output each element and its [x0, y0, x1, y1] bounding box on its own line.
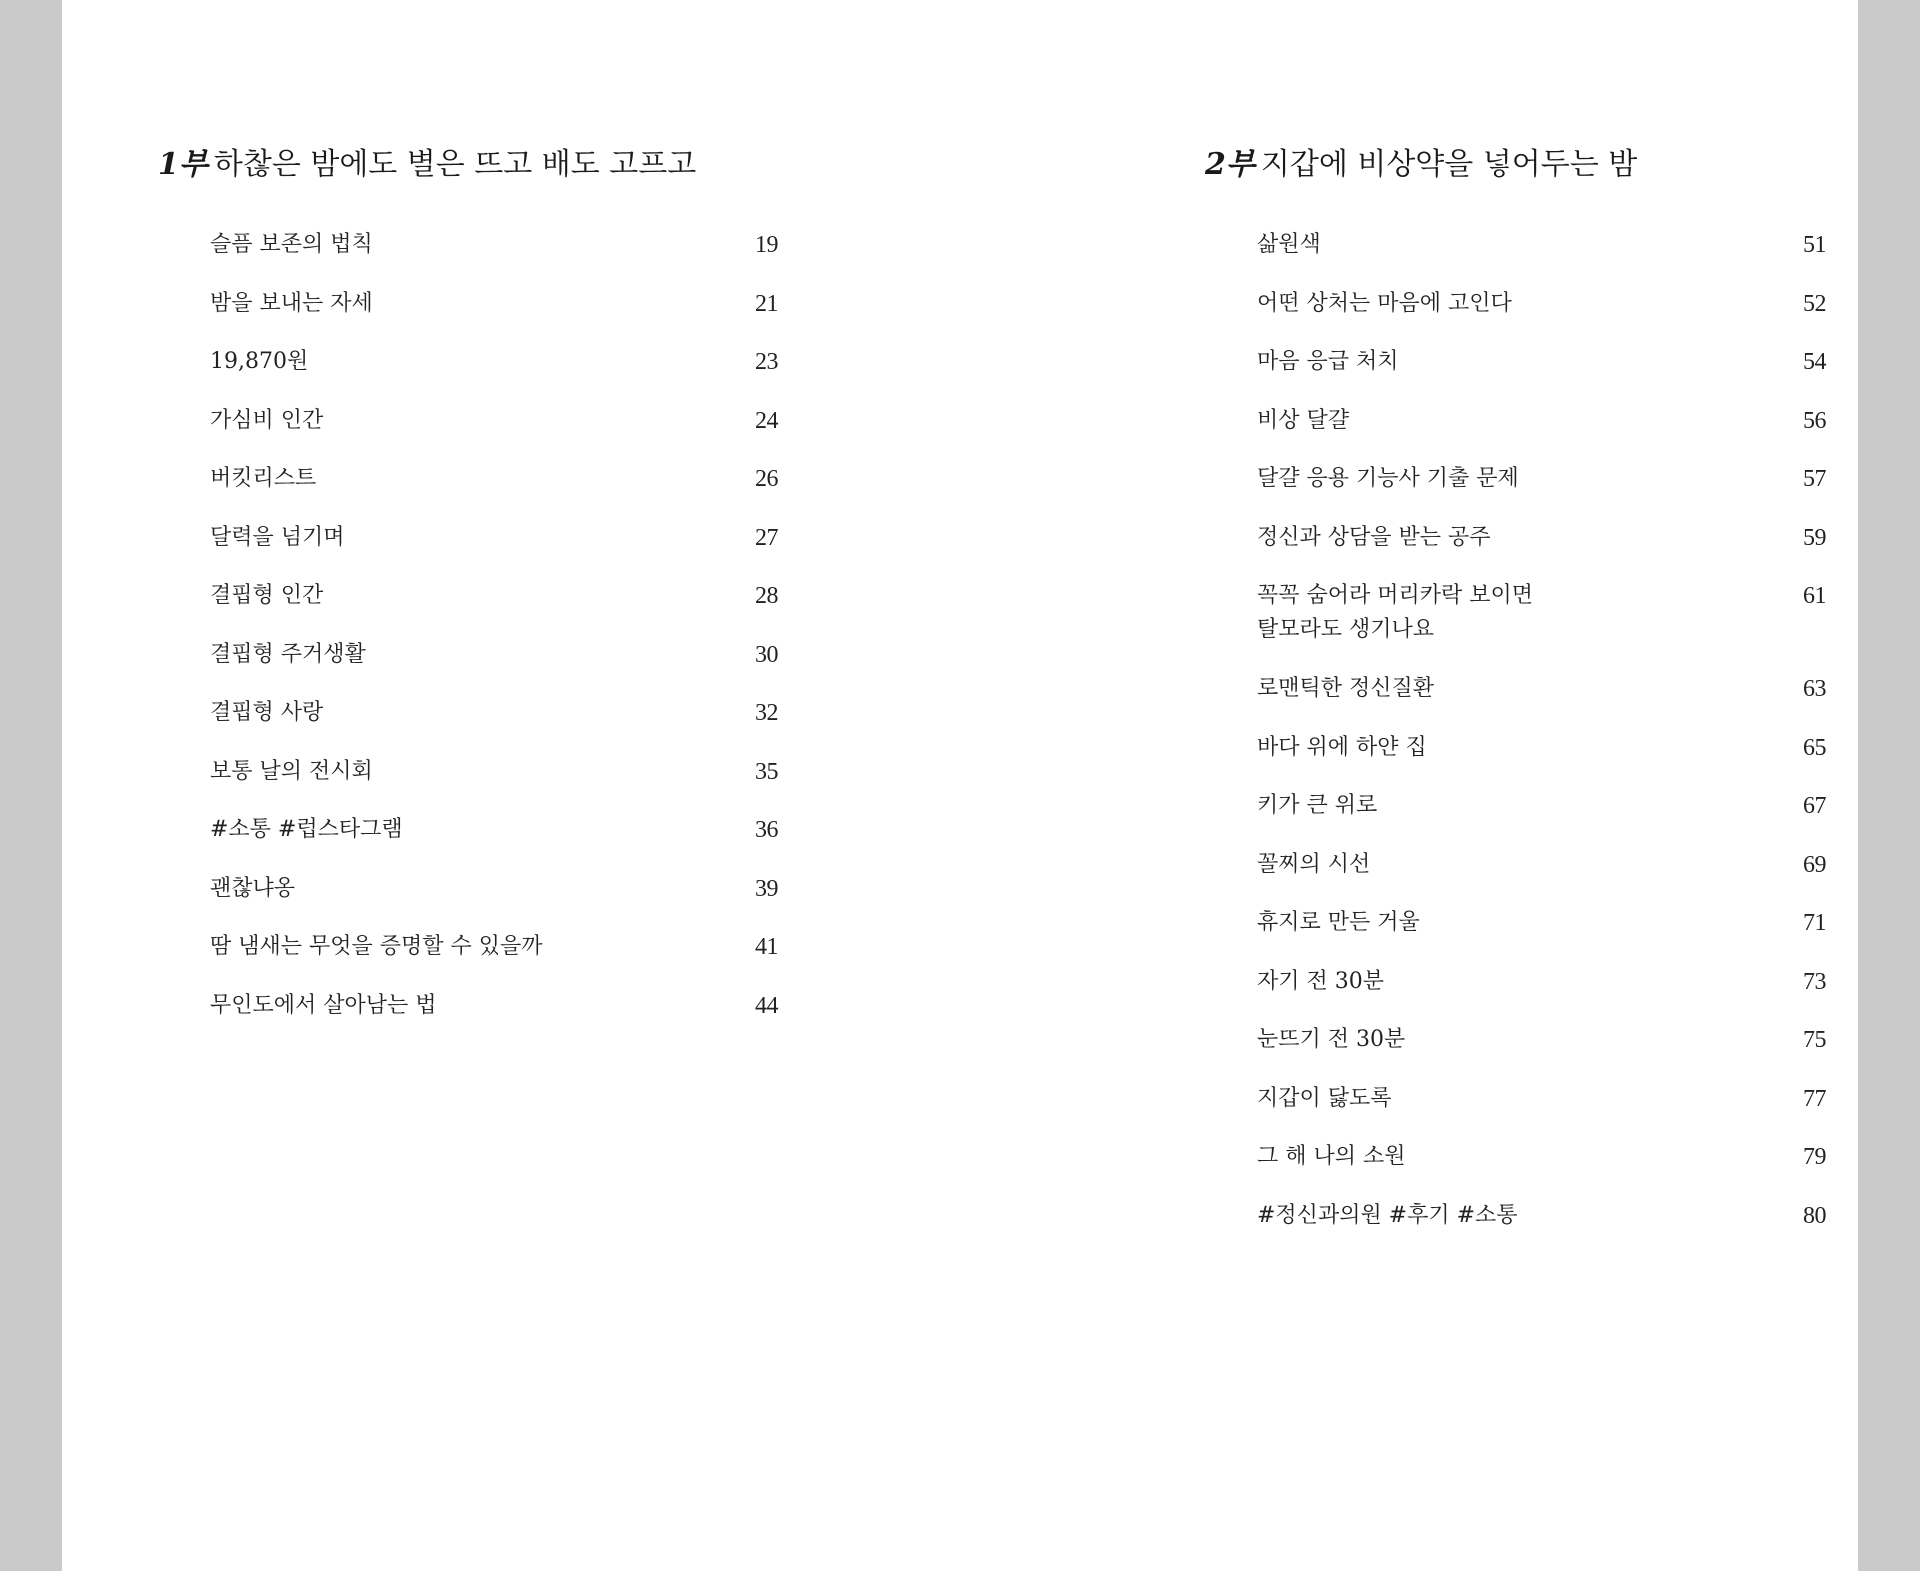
toc-entry: [210, 404, 778, 463]
toc-entry: [1257, 848, 1826, 907]
toc-entry-page-number: 36: [755, 817, 778, 843]
toc-entry-page-number: 21: [755, 290, 778, 317]
toc-entry-title: 달걀 응용 기능사 기출 문제: [1257, 466, 1519, 491]
toc-entry: [1257, 521, 1826, 580]
toc-entry-page-number: 57: [1803, 466, 1826, 492]
toc-entry-title: 꼴찌의 시선: [1257, 851, 1371, 877]
toc-entry: [210, 813, 778, 872]
toc-entry-title: 버킷리스트: [210, 466, 317, 491]
part2-number: 2부: [1205, 147, 1255, 182]
toc-entry-title: 정신과 상담을 받는 공주: [1257, 524, 1491, 550]
toc-entry-page-number: 80: [1803, 1202, 1826, 1229]
toc-entry-page-number: 28: [755, 583, 778, 609]
toc-entry-title: 밤을 보내는 자세: [210, 290, 373, 316]
part1-number: 1부: [158, 147, 208, 182]
toc-entry: [210, 228, 778, 287]
toc-entry-title: 결핍형 주거생활: [210, 641, 366, 667]
toc-entry-page-number: 23: [755, 349, 778, 375]
toc-entry-title: 괜찮냐옹: [210, 875, 296, 901]
toc-entry: [210, 930, 778, 989]
toc-entry: [1257, 1082, 1826, 1141]
book-page-spread: [62, 0, 1858, 1571]
toc-entry-page-number: 54: [1803, 349, 1826, 375]
part2-title: 지갑에 비상약을 넣어두는 밤: [1260, 147, 1638, 182]
toc-entry-title: 지갑이 닳도록: [1257, 1085, 1392, 1111]
toc-entry-title: 눈뜨기 전 30분: [1257, 1027, 1406, 1052]
toc-entry-page-number: 44: [755, 992, 778, 1019]
toc-entry: [210, 872, 778, 931]
toc-entry-page-number: 61: [1803, 583, 1826, 609]
toc-entry-title: 키가 큰 위로: [1257, 793, 1378, 818]
toc-entry-title: 그 해 나의 소원: [1257, 1144, 1406, 1169]
toc-entry: [1257, 287, 1826, 346]
part1-toc-list: [210, 228, 778, 1047]
toc-entry: [210, 579, 778, 638]
toc-entry-title: 가심비 인간: [210, 407, 324, 433]
toc-entry: [1257, 579, 1826, 672]
toc-entry-title: 로맨틱한 정신질환: [1257, 676, 1435, 701]
toc-entry-page-number: 51: [1803, 232, 1826, 258]
toc-entry-page-number: 39: [755, 875, 778, 902]
toc-entry-title: 자기 전 30분: [1257, 968, 1384, 994]
toc-entry: [1257, 1023, 1826, 1082]
toc-entry: [1257, 731, 1826, 790]
toc-entry-title: 바다 위에 하얀 집: [1257, 734, 1427, 760]
toc-entry-page-number: 67: [1803, 793, 1826, 819]
toc-entry: [210, 521, 778, 580]
toc-entry: [210, 989, 778, 1048]
toc-entry: [1257, 1140, 1826, 1199]
part1-title: 하찮은 밤에도 별은 뜨고 배도 고프고: [213, 147, 697, 182]
toc-entry-page-number: 52: [1803, 290, 1826, 317]
toc-entry-page-number: 30: [755, 641, 778, 668]
toc-entry: [210, 462, 778, 521]
toc-entry-page-number: 65: [1803, 734, 1826, 761]
toc-entry-title: 마음 응급 처치: [1257, 349, 1399, 374]
toc-entry: [210, 638, 778, 697]
toc-entry-page-number: 26: [755, 466, 778, 492]
part1-heading: [158, 145, 696, 185]
toc-entry-page-number: 77: [1803, 1085, 1826, 1112]
toc-entry-page-number: 24: [755, 407, 778, 434]
toc-entry-page-number: 35: [755, 758, 778, 785]
toc-entry-page-number: 59: [1803, 524, 1826, 551]
toc-entry-title: 결핍형 인간: [210, 583, 324, 608]
toc-entry: [1257, 228, 1826, 287]
toc-entry-page-number: 63: [1803, 676, 1826, 702]
toc-entry-title: 비상 달걀: [1257, 407, 1350, 433]
toc-entry-title: #정신과의원 #후기 #소통: [1257, 1202, 1518, 1228]
toc-entry-title: #소통 #럽스타그램: [210, 817, 403, 842]
toc-entry-page-number: 71: [1803, 910, 1826, 936]
toc-entry: [1257, 345, 1826, 404]
toc-entry-page-number: 32: [755, 700, 778, 726]
toc-entry: [210, 696, 778, 755]
toc-entry-title: 무인도에서 살아남는 법: [210, 992, 437, 1018]
toc-entry-title: 결핍형 사랑: [210, 700, 324, 725]
toc-entry-page-number: 19: [755, 232, 778, 258]
toc-entry-page-number: 75: [1803, 1027, 1826, 1053]
toc-entry: [1257, 672, 1826, 731]
toc-entry: [1257, 1199, 1826, 1258]
toc-entry: [1257, 462, 1826, 521]
toc-entry: [1257, 965, 1826, 1024]
toc-entry-title: 슬픔 보존의 법칙: [210, 232, 373, 257]
toc-entry-title: 삶원색: [1257, 232, 1321, 257]
toc-entry-title: 휴지로 만든 거울: [1257, 910, 1420, 935]
toc-entry-title: 꼭꼭 숨어라 머리카락 보이면 탈모라도 생기나요: [1257, 583, 1534, 642]
toc-entry-title: 달력을 넘기며: [210, 524, 345, 550]
toc-entry-title: 19,870원: [210, 349, 309, 374]
part2-heading: [1205, 145, 1637, 185]
toc-entry-title: 땀 냄새는 무엇을 증명할 수 있을까: [210, 934, 543, 959]
toc-entry: [1257, 789, 1826, 848]
toc-entry: [210, 287, 778, 346]
toc-entry-title: 어떤 상처는 마음에 고인다: [1257, 290, 1512, 316]
toc-entry-page-number: 79: [1803, 1144, 1826, 1170]
toc-entry-title: 보통 날의 전시회: [210, 758, 373, 784]
toc-entry-page-number: 27: [755, 524, 778, 551]
toc-entry-page-number: 69: [1803, 851, 1826, 878]
toc-entry: [210, 345, 778, 404]
toc-entry-page-number: 73: [1803, 968, 1826, 995]
toc-entry: [210, 755, 778, 814]
toc-entry-page-number: 41: [755, 934, 778, 960]
toc-entry-page-number: 56: [1803, 407, 1826, 434]
toc-entry: [1257, 906, 1826, 965]
part2-toc-list: [1257, 228, 1826, 1257]
toc-entry: [1257, 404, 1826, 463]
